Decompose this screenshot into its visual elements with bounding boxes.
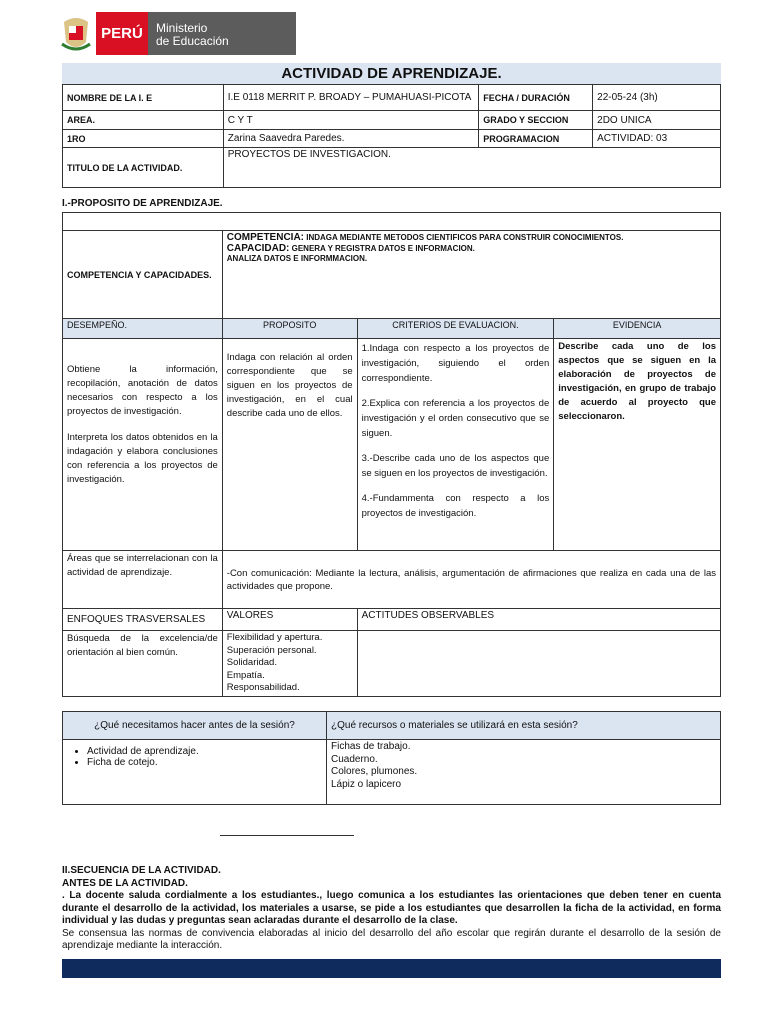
col-proposito: PROPOSITO [222, 319, 357, 339]
areas-text: -Con comunicación: Mediante la lectura, análisis, argumentación de afirmaciones que realiza en cada una de las actividades que propone. [222, 551, 720, 609]
titulo-value: PROYECTOS DE INVESTIGACION. [223, 148, 720, 188]
valor-5: Responsabilidad. [226, 682, 300, 693]
enfoques-label: ENFOQUES TRASVERSALES [63, 609, 223, 631]
docente-value: Zarina Saavedra Paredes. [223, 130, 479, 148]
recurso-4: Lápiz o lapicero [331, 778, 402, 790]
col-evidencia: EVIDENCIA [554, 319, 721, 339]
paragraph-1: . La docente saluda cordialmente a los estudiantes., luego comunica a los estudiantes las orientaciones que deben tener en cuenta durante el desarrollo de la actividad, los materiales a usarse, se pide a los estudiantes que desarrollen la ficha de la actividad, en forma individual y las dudas y preguntas sean aclaradas durante el desarrollo de la clase. [62, 890, 721, 926]
desempeno-1: Obtiene la información, recopilación, anotación de datos necesarios con respecto a los proyectos de investigación. [67, 364, 218, 417]
competencia-text: INDAGA MEDIANTE METODOS CIENTIFICOS PARA CONSTRUIR CONOCIMIENTOS. [306, 233, 624, 242]
header-table [62, 84, 721, 188]
blank-row [63, 213, 721, 231]
desempeno-2: Interpreta los datos obtenidos en la indagación y elabora conclusiones con referencia a los proyectos de investigación. [67, 432, 218, 485]
capacidad2-text: ANALIZA DATOS E INFORMMACION. [226, 254, 368, 263]
desempeno-cell [63, 339, 223, 551]
antes-item-1: • Actividad de aprendizaje. [87, 746, 322, 757]
capacidad-text: GENERA Y REGISTRA DATOS E INFORMACION. [291, 244, 475, 253]
capacidad-prefix: CAPACIDAD: [226, 243, 290, 254]
logo-ministerio-line1: Ministerio [156, 21, 208, 35]
grado-label: GRADO Y SECCION [479, 111, 593, 130]
recurso-2: Cuaderno. [331, 753, 378, 765]
valores-list [222, 631, 357, 697]
criterio-3: 3.-Describe cada uno de los aspectos que se siguen en los proyectos de investigación. [361, 453, 550, 479]
proposito-cell: Indaga con relación al orden correspondiente que se siguen en los proyectos de investigación, en el cual describe cada uno de ellos. [222, 339, 357, 551]
grado-value: 2DO UNICA [593, 111, 721, 130]
q-antes: ¿Qué necesitamos hacer antes de la sesión? [63, 712, 327, 740]
divider [220, 835, 354, 836]
criterio-2: 2.Explica con referencia a los proyectos de investigación y el orden consecutivo que se siguen. [361, 398, 550, 439]
competencia-label: COMPETENCIA Y CAPACIDADES. [63, 231, 223, 319]
q-recursos: ¿Qué recursos o materiales se utilizará en esta sesión? [327, 712, 721, 740]
busqueda-text: Búsqueda de la excelencia/de orientación al bien común. [63, 631, 223, 697]
crest-icon [56, 12, 96, 55]
col-criterios: CRITERIOS DE EVALUACION. [357, 319, 554, 339]
recurso-1: Fichas de trabajo. [331, 741, 411, 752]
areas-label: Áreas que se interrelacionan con la actividad de aprendizaje. [63, 551, 223, 609]
evidencia-cell: Describe cada uno de los aspectos que se siguen en la elaboración de proyectos de investigación, en grupo de trabajo de acuerdo al proyecto que seleccionaron. [554, 339, 721, 551]
area-value: C Y T [223, 111, 479, 130]
footer-bar [62, 959, 721, 978]
valor-3: Solidaridad. [226, 657, 277, 668]
section-proposito: I.-PROPOSITO DE APRENDIZAJE. [62, 198, 223, 209]
valores-label: VALORES [222, 609, 357, 631]
criterio-1: 1.Indaga con respecto a los proyectos de investigación, siguiendo el orden correspondiente. [361, 343, 550, 384]
col-desempeno: DESEMPEÑO. [63, 319, 223, 339]
criterios-cell [357, 339, 554, 551]
antes-list [63, 740, 327, 805]
criterio-4: 4.-Fundammenta con respecto a los proyectos de investigación. [361, 493, 550, 519]
fecha-label: FECHA / DURACIÓN [479, 85, 593, 111]
logo-ministerio-line2: de Educación [156, 34, 229, 48]
docente-label: 1RO [63, 130, 224, 148]
antes-item-2: • Ficha de cotejo. [87, 757, 322, 768]
antes-actividad-heading: ANTES DE LA ACTIVIDAD. [62, 877, 188, 889]
paragraph-2: Se consensua las normas de convivencia elaboradas al inicio del desarrollo del año escolar que regirán durante el desarrollo de la sesión de aprendizaje mediante la interacción. [62, 927, 721, 951]
nombre-label: NOMBRE DE LA I. E [63, 85, 224, 111]
programacion-value: ACTIVIDAD: 03 [593, 130, 721, 148]
preparacion-table [62, 711, 721, 805]
section-secuencia: II.SECUENCIA DE LA ACTIVIDAD. [62, 865, 221, 876]
actitudes-label: ACTITUDES OBSERVABLES [357, 609, 720, 631]
proposito-table [62, 212, 721, 697]
titulo-label: TITULO DE LA ACTIVIDAD. [63, 148, 224, 188]
valor-2: Superación personal. [226, 644, 317, 656]
valor-4: Empatía. [226, 669, 265, 681]
programacion-label: PROGRAMACION [479, 130, 593, 148]
competencia-prefix: COMPETENCIA: [226, 232, 305, 243]
competencia-cell [222, 231, 720, 319]
logo-ministerio [156, 22, 229, 48]
valor-1: Flexibilidad y apertura. [226, 632, 323, 643]
recurso-3: Colores, plumones. [331, 766, 418, 777]
actitudes-cell [357, 631, 720, 697]
nombre-value: I.E 0118 MERRIT P. BROADY – PUMAHUASI-PICOTA [223, 85, 479, 111]
page-title: ACTIVIDAD DE APRENDIZAJE. [62, 63, 721, 84]
logo-peru: PERÚ [96, 12, 148, 55]
area-label: AREA. [63, 111, 224, 130]
secuencia-section [62, 865, 721, 953]
recursos-list [327, 740, 721, 805]
fecha-value: 22-05-24 (3h) [593, 85, 721, 111]
